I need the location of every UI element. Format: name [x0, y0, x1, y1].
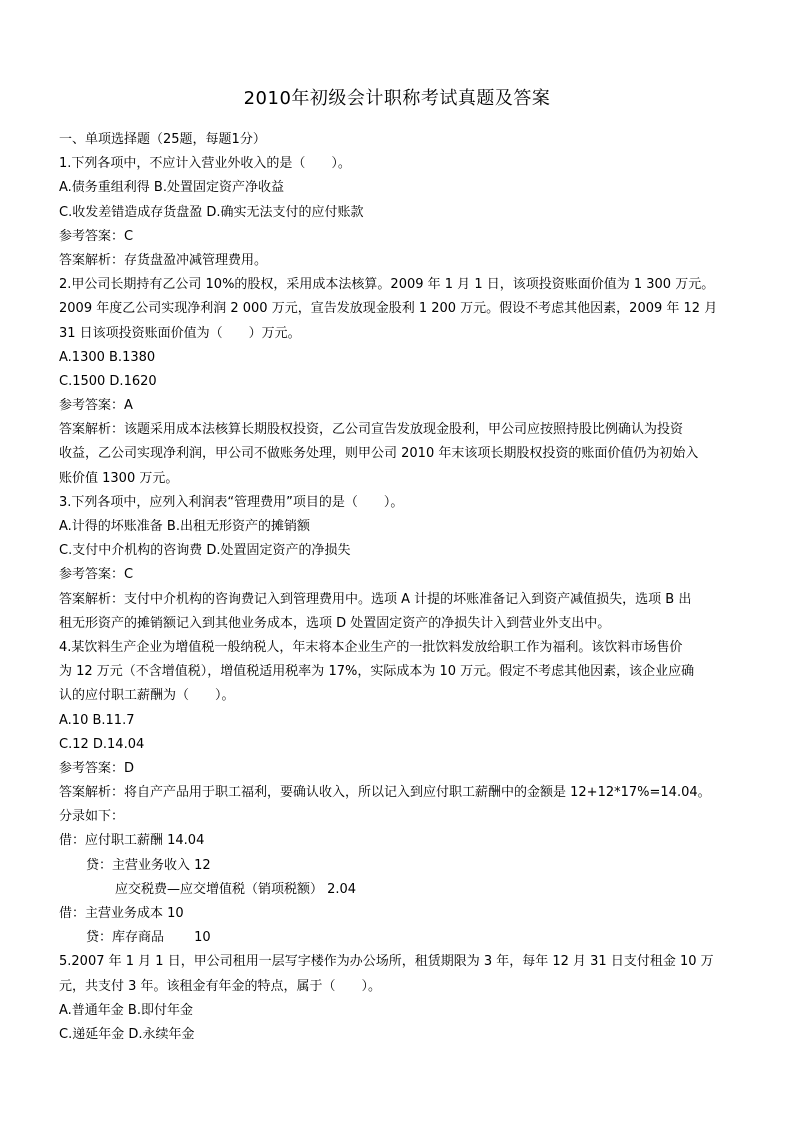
text-line: 2.甲公司长期持有乙公司 10%的股权，采用成本法核算。2009 年 1 月 1 日，该项投资账面价值为 1 300 万元。 [59, 277, 715, 293]
text-line: C.1500 D.1620 [59, 373, 157, 389]
text-line: C.递延年金 D.永续年金 [59, 1026, 195, 1042]
text-line: 参考答案：C [59, 228, 134, 244]
text-line: A.计得的坏账准备 B.出租无形资产的摊销额 [59, 519, 310, 534]
text-line: 为 12 万元（不含增值税），增值税适用税率为 17%，实际成本为 10 万元。假定不考虑其他因素，该企业应确 [59, 664, 695, 680]
text-line: 贷：库存商品 10 [86, 930, 211, 946]
text-line: 认的应付职工薪酬为（ ）。 [59, 688, 235, 704]
text-line: 答案解析：支付中介机构的咨询费记入到管理费用中。选项 A 计提的坏账准备记入到资产减值损失，选项 B 出 [59, 591, 692, 607]
text-line: 参考答案：C [59, 567, 134, 583]
text-line: 贷：主营业务收入 12 [86, 857, 211, 873]
text-line: 答案解析：存货盘盈冲减管理费用。 [59, 252, 268, 268]
text-line: 答案解析：将自产产品用于职工福利，要确认收入，所以记入到应付职工薪酬中的金额是 12+12*17%=14.04。 [59, 785, 711, 801]
text-line: 收益，乙公司实现净利润，甲公司不做账务处理，则甲公司 2010 年末该项长期股权投资的账面价值仍为初始入 [59, 446, 699, 462]
text-line: 元，共支付 3 年。该租金有年金的特点，属于（ ）。 [59, 978, 382, 994]
text-line: 参考答案：A [59, 398, 133, 414]
text-line: 5.2007 年 1 月 1 日，甲公司租用一层写字楼作为办公场所，租赁期限为 3 年，每年 12 月 31 日支付租金 10 万 [59, 954, 714, 970]
document-body [59, 128, 759, 1047]
text-line: 参考答案：D [59, 760, 135, 776]
text-line: 借：应付职工薪酬 14.04 [59, 833, 205, 849]
text-line: C.支付中介机构的咨询费 D.处置固定资产的净损失 [59, 543, 351, 559]
text-line: 答案解析：该题采用成本法核算长期股权投资，乙公司宣告发放现金股利，甲公司应按照持股比例确认为投资 [59, 422, 684, 438]
text-line: 分录如下： [59, 809, 125, 825]
text-line: A.普通年金 B.即付年金 [59, 1002, 193, 1018]
text-line: 4.某饮料生产企业为增值税一般纳税人，年末将本企业生产的一批饮料发放给职工作为福利。该饮料市场售价 [59, 639, 683, 655]
text-line: 租无形资产的摊销额记入到其他业务成本，选项 D 处置固定资产的净损失计入到营业外支出中。 [59, 615, 611, 631]
text-line: 2009 年度乙公司实现净利润 2 000 万元，宣告发放现金股利 1 200 万元。假设不考虑其他因素，2009 年 12 月 [59, 301, 718, 317]
text-line: 借：主营业务成本 10 [59, 906, 184, 921]
text-line: 31 日该项投资账面价值为（ ）万元。 [59, 325, 301, 341]
text-line: 应交税费—应交增值税（销项税额） 2.04 [115, 881, 357, 897]
text-line: C.12 D.14.04 [59, 736, 145, 752]
text-line: A.债务重组利得 B.处置固定资产净收益 [59, 180, 284, 196]
text-line: A.1300 B.1380 [59, 349, 156, 365]
text-line: 一、单项选择题（25题，每题1分） [59, 132, 266, 147]
page-title: 2010年初级会计职称考试真题及答案 [243, 88, 551, 109]
text-line: A.10 B.11.7 [59, 712, 135, 728]
text-line: 3.下列各项中，应列入利润表“管理费用”项目的是（ ）。 [59, 494, 404, 510]
text-line: 账价值 1300 万元。 [59, 470, 179, 486]
text-line: 1.下列各项中，不应计入营业外收入的是（ ）。 [59, 156, 351, 172]
text-line: C.收发差错造成存货盘盈 D.确实无法支付的应付账款 [59, 204, 364, 220]
